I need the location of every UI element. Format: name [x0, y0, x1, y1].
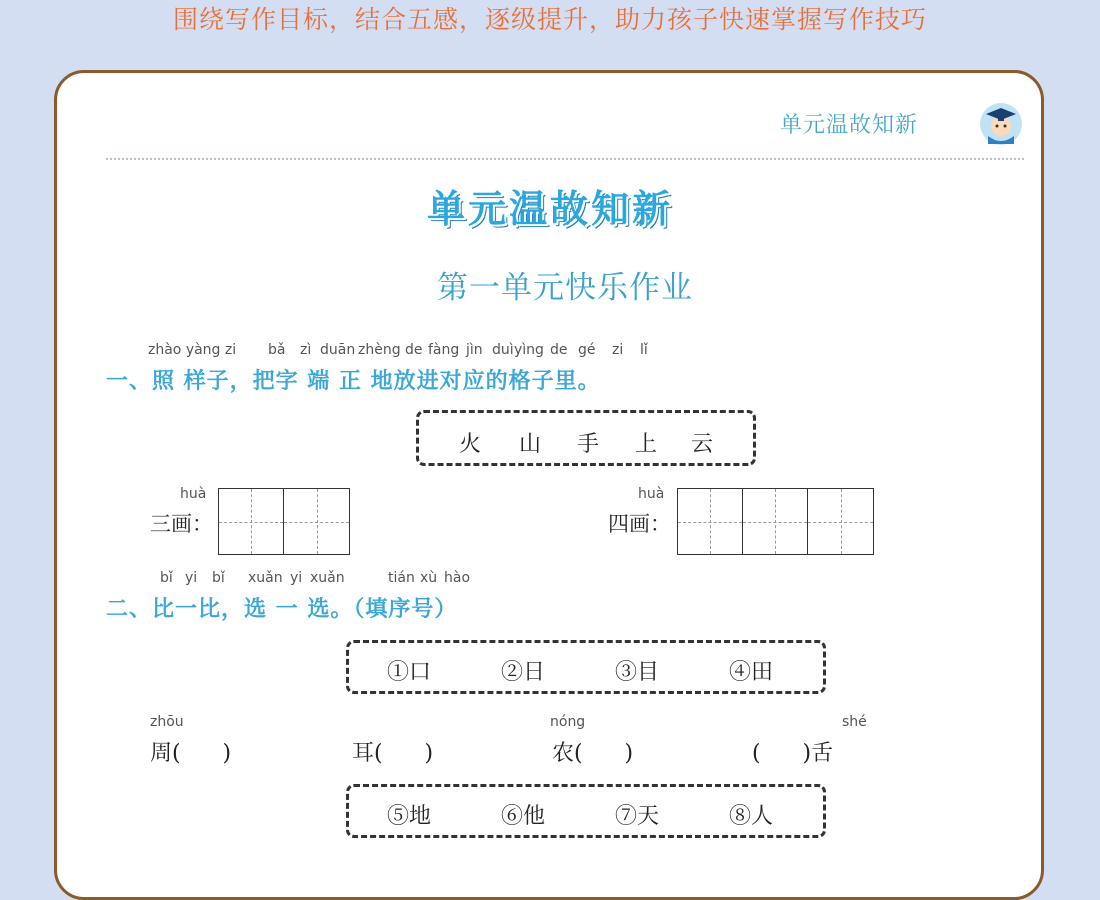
stroke-pinyin: huà [180, 486, 207, 502]
word-item: 山 [519, 432, 542, 457]
word-bank-box [416, 410, 756, 466]
main-title: 单元温故知新 [426, 187, 673, 231]
student-graduate-icon [978, 100, 1024, 146]
q1-pinyin: gé [578, 342, 596, 358]
q1-pinyin: zi [612, 342, 624, 358]
q2-pinyin: yi [290, 570, 303, 586]
option-item: ⑦天 [615, 804, 660, 829]
option-item: ④田 [729, 660, 774, 685]
q1-pinyin: de [405, 342, 423, 358]
fill-blank[interactable]: 周( ) [150, 741, 232, 766]
blank-pinyin: nóng [550, 714, 586, 730]
writing-cell[interactable] [808, 489, 873, 554]
option-item: ①口 [387, 660, 432, 685]
q2-pinyin: xù [420, 570, 438, 586]
q2-pinyin: hào [444, 570, 471, 586]
q1-pinyin: fàng [428, 342, 460, 358]
q2-pinyin: tián [388, 570, 415, 586]
blank-pinyin: zhōu [150, 714, 184, 730]
question-2-title: 二、比一比，选 一 选。（填序号） [106, 597, 458, 622]
q1-pinyin: bǎ [268, 342, 286, 358]
header-divider [106, 158, 1024, 160]
question-1-title: 一、照 样子，把字 端 正 地放进对应的格子里。 [106, 369, 601, 394]
word-item: 上 [635, 432, 658, 457]
stroke-pinyin: huà [638, 486, 665, 502]
q1-pinyin: lǐ [640, 342, 648, 358]
writing-grid-three-strokes[interactable] [218, 488, 350, 555]
q1-pinyin: zì [300, 342, 312, 358]
fill-blank[interactable]: ( )舌 [752, 741, 834, 766]
writing-cell[interactable] [219, 489, 284, 554]
four-strokes-label: 四画： [608, 512, 671, 536]
fill-blank[interactable]: 农( ) [552, 741, 634, 766]
option-item: ②日 [501, 660, 546, 685]
q1-pinyin: duì [492, 342, 514, 358]
option-item: ③目 [615, 660, 660, 685]
word-item: 手 [577, 432, 600, 457]
option-item: ⑤地 [387, 804, 432, 829]
q2-pinyin: bǐ [160, 570, 173, 586]
q1-pinyin: zhào yàng zi [148, 342, 237, 358]
q2-pinyin: bǐ [212, 570, 225, 586]
q2-pinyin: xuǎn [248, 570, 283, 586]
word-item: 云 [691, 432, 714, 457]
options-box-1 [346, 640, 826, 694]
q2-pinyin: yi [185, 570, 198, 586]
three-strokes-label: 三画： [150, 512, 213, 536]
writing-cell[interactable] [743, 489, 808, 554]
writing-cell[interactable] [284, 489, 349, 554]
q1-pinyin: de [550, 342, 568, 358]
word-item: 火 [459, 432, 482, 457]
promo-banner: 围绕写作目标，结合五感，逐级提升，助力孩子快速掌握写作技巧 [172, 5, 927, 34]
q1-pinyin: zhèng [358, 342, 401, 358]
options-box-2 [346, 784, 826, 838]
blank-pinyin: shé [842, 714, 867, 730]
writing-cell[interactable] [678, 489, 743, 554]
option-item: ⑥他 [501, 804, 546, 829]
sub-title: 第一单元快乐作业 [437, 270, 693, 306]
q1-pinyin: yìng [514, 342, 544, 358]
fill-blank[interactable]: 耳( ) [352, 741, 434, 766]
q2-pinyin: xuǎn [310, 570, 345, 586]
writing-grid-four-strokes[interactable] [677, 488, 874, 555]
q1-pinyin: jìn [466, 342, 483, 358]
option-item: ⑧人 [729, 804, 774, 829]
q1-pinyin: duān [320, 342, 356, 358]
section-header-title: 单元温故知新 [780, 113, 919, 138]
